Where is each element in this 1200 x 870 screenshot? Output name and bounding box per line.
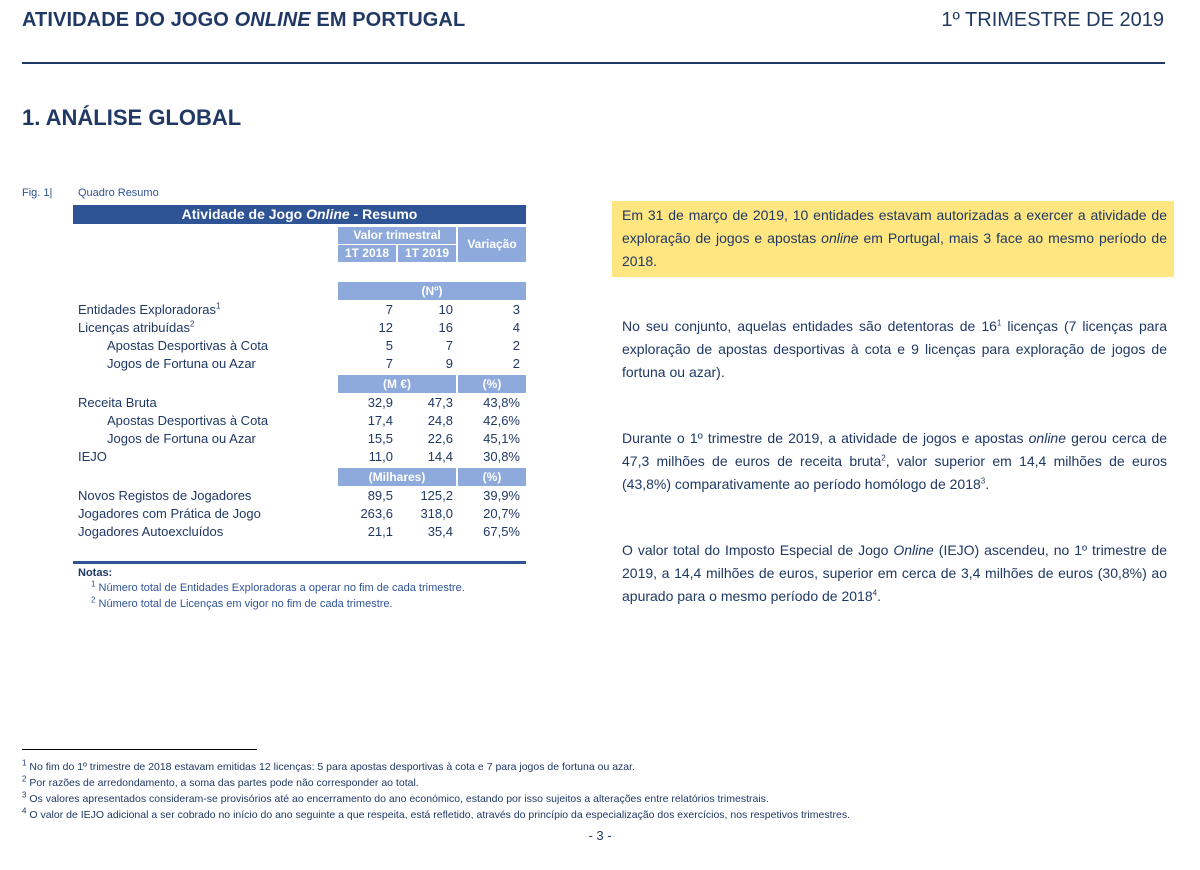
cell-1t2018: 21,1	[367, 524, 393, 539]
cell-1t2018: 5	[385, 338, 393, 353]
table-row	[73, 448, 526, 466]
footnote	[22, 774, 419, 789]
note-sup: 1	[91, 579, 96, 589]
table-row	[73, 430, 526, 448]
cell-variacao: 45,1%	[483, 431, 520, 446]
table-row	[73, 412, 526, 430]
footnote-sup: 2	[22, 774, 27, 784]
p3-text-a: Durante o 1º trimestre de 2019, a atividade de jogos e apostas	[622, 430, 1029, 446]
cell-variacao: 20,7%	[483, 506, 520, 521]
p3-sup2: 3	[980, 476, 986, 486]
footnote	[22, 806, 850, 821]
cell-1t2019: 24,8	[427, 413, 453, 428]
table-title	[73, 205, 526, 224]
p4-text-b: (IEJO) ascendeu, no 1º trimestre de 2019, a 14,4 milhões de euros, superior em cerca de 3,4 milhões de euros (30,8%) ao apurado para o mesmo período de 2018	[622, 542, 1167, 604]
figure-label: Fig. 1|	[22, 187, 53, 199]
cell-1t2018: 17,4	[367, 413, 393, 428]
row-label: Jogadores com Prática de Jogo	[78, 506, 261, 521]
row-label: Apostas Desportivas à Cota	[107, 338, 269, 353]
header-1t-2018: 1T 2018	[338, 245, 396, 262]
cell-1t2019: 7	[445, 338, 453, 353]
note-sup: 2	[91, 595, 96, 605]
cell-1t2019: 9	[445, 356, 453, 371]
table-row	[73, 523, 526, 541]
p3-text-b: gerou cerca de 47,3 milhões de euros de receita bruta	[622, 430, 1167, 469]
footnote-text: O valor de IEJO adicional a ser cobrado no início do ano seguinte a que respeita, está refletido, através do princípio da especialização dos exercícios, nos respetivos trimestres.	[26, 809, 850, 821]
table-row	[73, 319, 526, 337]
p3-sup1: 2	[881, 453, 886, 463]
period-label: 1º TRIMESTRE DE 2019	[941, 9, 1164, 31]
table-title-italic: Online	[306, 206, 350, 222]
cell-1t2019: 125,2	[420, 488, 453, 503]
table-title-text-2: - Resumo	[349, 206, 418, 222]
unit-percent: (%)	[458, 375, 526, 393]
cell-variacao: 2	[512, 356, 520, 371]
note-text: Número total de Licenças em vigor no fim de cada trimestre.	[95, 598, 393, 610]
header-1t-2019: 1T 2019	[398, 245, 456, 262]
header-divider	[22, 62, 1165, 64]
cell-1t2019: 14,4	[427, 449, 453, 464]
row-label-sup: 2	[190, 319, 195, 329]
footnote	[22, 790, 769, 805]
section-title: 1. ANÁLISE GLOBAL	[22, 105, 242, 130]
cell-variacao: 4	[512, 320, 520, 335]
table-row	[73, 355, 526, 373]
footnote	[22, 758, 635, 773]
table-row	[73, 301, 526, 319]
cell-1t2019: 318,0	[420, 506, 453, 521]
p3-text-c: , valor superior em 14,4 milhões de euros (43,8%) comparativamente ao período homólogo de 2018	[622, 453, 1167, 492]
cell-1t2019: 35,4	[427, 524, 453, 539]
paragraph-highlight	[622, 204, 1167, 273]
p1-italic: online	[821, 230, 859, 246]
cell-variacao: 39,9%	[483, 488, 520, 503]
cell-variacao: 42,6%	[483, 413, 520, 428]
row-label-sup: 1	[216, 301, 221, 311]
cell-1t2018: 89,5	[367, 488, 393, 503]
cell-1t2018: 7	[385, 302, 393, 317]
footnote-sup: 1	[22, 758, 27, 768]
document-title	[22, 9, 465, 32]
row-label: Jogadores Autoexcluídos	[78, 524, 224, 539]
table-title-text-1: Atividade de Jogo	[181, 206, 307, 222]
row-label: Apostas Desportivas à Cota	[107, 413, 269, 428]
paragraph-licences	[622, 315, 1167, 384]
footnote-text: No fim do 1º trimestre de 2018 estavam emitidas 12 licenças: 5 para apostas desportivas à cota e 7 para jogos de fortuna ou azar.	[26, 761, 635, 773]
cell-variacao: 67,5%	[483, 524, 520, 539]
cell-1t2019: 22,6	[427, 431, 453, 446]
unit-thousands: (Milhares)	[338, 468, 456, 486]
notes-title: Notas:	[78, 567, 113, 579]
p3-italic: online	[1028, 430, 1067, 446]
unit-million-eur: (M €)	[338, 375, 456, 393]
table-row	[73, 505, 526, 523]
table-row	[73, 487, 526, 505]
p1-text-a: Em 31 de março de 2019, 10 entidades estavam autorizadas a exercer a atividade de exploração de jogos e apostas	[622, 207, 1167, 246]
page-number: - 3 -	[588, 828, 612, 843]
cell-1t2019: 47,3	[427, 395, 453, 410]
table-row	[73, 337, 526, 355]
unit-number: (Nº)	[338, 282, 526, 300]
footnote-text: Os valores apresentados consideram-se provisórios até ao encerramento do ano económico, estando por isso sujeitos a alterações entre relatórios trimestrais.	[26, 793, 769, 805]
row-label: Novos Registos de Jogadores	[78, 488, 252, 503]
title-text-1: ATIVIDADE DO JOGO	[22, 9, 235, 31]
cell-1t2018: 263,6	[360, 506, 393, 521]
cell-variacao: 2	[512, 338, 520, 353]
table-note	[91, 579, 465, 594]
table-note	[91, 595, 393, 610]
footnote-sup: 4	[22, 806, 27, 816]
p4-italic: Online	[893, 542, 934, 558]
footnote-text: Por razões de arredondamento, a soma das partes pode não corresponder ao total.	[26, 777, 419, 789]
unit-percent: (%)	[458, 468, 526, 486]
cell-1t2019: 10	[438, 302, 453, 317]
cell-variacao: 43,8%	[483, 395, 520, 410]
p2-text-a: No seu conjunto, aquelas entidades são detentoras de 16	[622, 318, 997, 334]
p4-text-a: O valor total do Imposto Especial de Jogo	[622, 542, 894, 558]
row-label: Jogos de Fortuna ou Azar	[107, 431, 256, 446]
cell-1t2018: 7	[385, 356, 393, 371]
p4-text-c: .	[877, 588, 881, 604]
title-text-2: EM PORTUGAL	[310, 9, 466, 31]
footnote-divider	[22, 749, 257, 750]
row-label: IEJO	[78, 449, 107, 464]
cell-variacao: 30,8%	[483, 449, 520, 464]
cell-variacao: 3	[512, 302, 520, 317]
cell-1t2018: 32,9	[367, 395, 393, 410]
title-text-italic: ONLINE	[234, 9, 311, 31]
p4-sup: 4	[872, 588, 878, 598]
row-label: Jogos de Fortuna ou Azar	[107, 356, 256, 371]
table-bottom-rule	[73, 561, 526, 564]
header-valor-trimestral: Valor trimestral	[338, 227, 456, 244]
paragraph-revenue	[622, 427, 1167, 496]
table-row	[73, 394, 526, 412]
row-label: Receita Bruta	[78, 395, 157, 410]
p2-text-b: licenças (7 licenças para exploração de apostas desportivas à cota e 9 licenças para exploração de jogos de fortuna ou azar).	[622, 318, 1167, 380]
note-text: Número total de Entidades Exploradoras a operar no fim de cada trimestre.	[95, 582, 465, 594]
cell-1t2019: 16	[438, 320, 453, 335]
p3-text-d: .	[985, 476, 990, 492]
row-label-text: Licenças atribuídas	[78, 320, 191, 335]
cell-1t2018: 15,5	[367, 431, 393, 446]
row-label	[78, 301, 220, 319]
paragraph-iejo	[622, 539, 1167, 608]
figure-caption: Quadro Resumo	[78, 187, 159, 199]
row-label-text: Entidades Exploradoras	[78, 302, 217, 317]
cell-1t2018: 11,0	[368, 449, 393, 464]
row-label	[78, 319, 194, 337]
p2-sup: 1	[996, 318, 1002, 328]
header-variacao: Variação	[458, 227, 526, 262]
footnote-sup: 3	[22, 790, 27, 800]
cell-1t2018: 12	[378, 320, 393, 335]
p1-text-b: em Portugal, mais 3 face ao mesmo período de 2018.	[622, 230, 1167, 269]
